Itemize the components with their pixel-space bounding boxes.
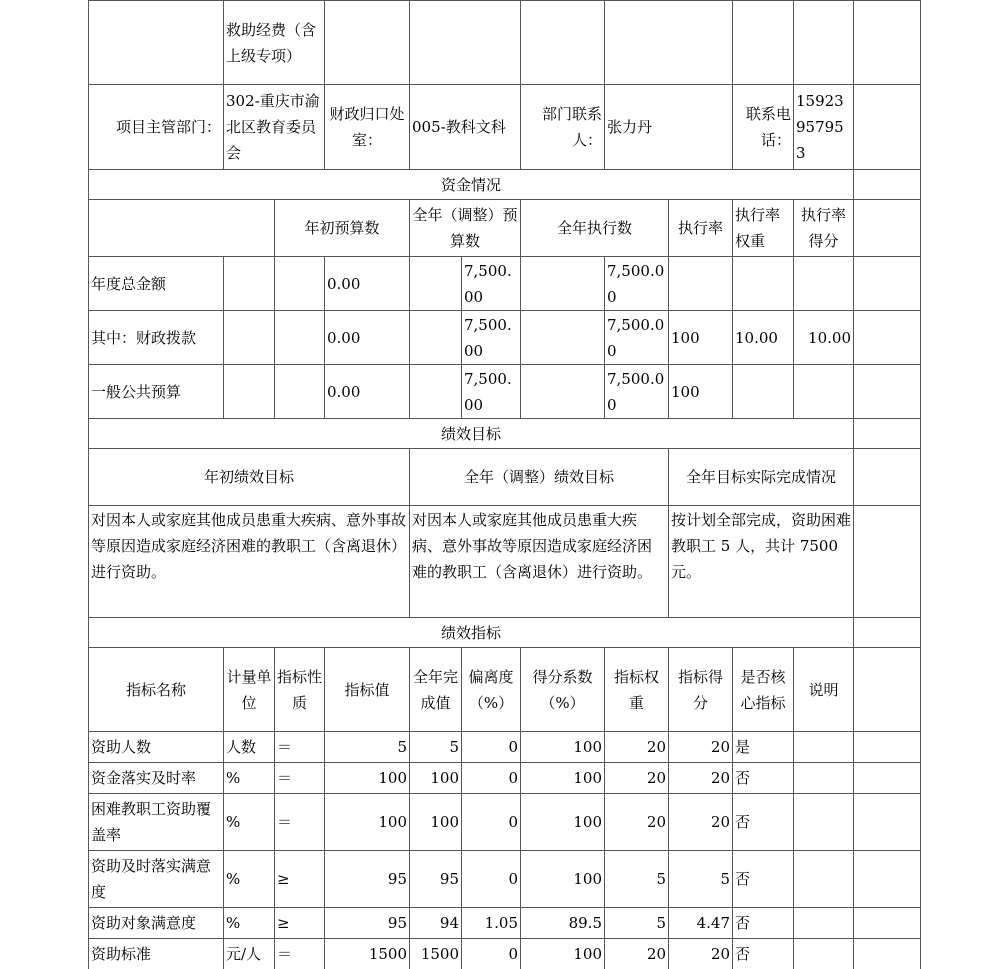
indicator-cell	[223, 793, 275, 851]
indicator-cell	[520, 907, 605, 939]
indicator-cell	[274, 793, 325, 851]
indicator-cell	[732, 793, 794, 851]
indicator-cell	[88, 907, 224, 939]
finance-label	[324, 84, 410, 170]
goals-initial-header	[88, 448, 410, 506]
indicator-cell	[409, 907, 462, 939]
indicator-cell	[223, 850, 275, 908]
table-cell	[853, 199, 921, 257]
indicator-cell-text: 否	[735, 870, 751, 888]
indicator-cell-text: ＝	[277, 738, 293, 756]
indicator-cell	[668, 731, 733, 763]
funding-row-label-text: 其中：财政拨款	[91, 328, 197, 347]
table-cell	[520, 256, 605, 311]
indicator-cell-text: ＝	[277, 813, 293, 831]
indicator-cell-text: 资助对象满意度	[91, 914, 197, 932]
goals-initial-header-text: 年初绩效目标	[203, 468, 294, 486]
indicator-cell-text: 0	[508, 870, 518, 888]
indicator-cell-text: 95	[387, 914, 407, 932]
indicator-cell	[461, 907, 521, 939]
header-initial-budget	[274, 199, 410, 257]
indicator-cell-text: 20	[646, 738, 666, 756]
indicator-cell-text: 否	[735, 945, 751, 963]
indicator-cell-text: 5	[720, 870, 730, 888]
indicator-header	[223, 647, 275, 732]
funding-row-label-text: 年度总金额	[91, 274, 167, 293]
funding-weight	[732, 310, 794, 365]
funding-adjusted-text: 7,500.00	[464, 261, 512, 306]
indicator-cell	[604, 793, 669, 851]
table-cell	[88, 199, 275, 257]
funding-rate	[668, 310, 733, 365]
indicator-cell	[732, 907, 794, 939]
indicator-cell-text: 20	[710, 738, 730, 756]
indicator-cell-text: 5	[449, 738, 459, 756]
indicator-cell	[223, 938, 275, 969]
table-cell	[853, 731, 921, 763]
finance-value	[409, 84, 521, 170]
indicator-cell	[732, 938, 794, 969]
indicator-header	[324, 647, 410, 732]
table-cell	[853, 505, 921, 618]
indicator-cell	[324, 731, 410, 763]
funding-initial	[324, 364, 410, 419]
indicator-cell	[409, 762, 462, 794]
table-cell	[274, 364, 325, 419]
indicator-cell	[793, 907, 854, 939]
funding-initial-text: 0.00	[327, 274, 361, 293]
funding-score	[793, 310, 854, 365]
indicator-cell-text: 100	[378, 813, 407, 831]
indicator-cell-text: 100	[573, 813, 602, 831]
funding-row-label	[88, 256, 224, 311]
funding-row-label-text: 一般公共预算	[91, 382, 182, 401]
indicator-cell	[732, 850, 794, 908]
indicator-cell	[520, 762, 605, 794]
table-cell	[853, 256, 921, 311]
section-title-indicators	[88, 617, 854, 648]
table-cell	[853, 418, 921, 449]
funding-adjusted	[461, 310, 521, 365]
fund-name	[223, 0, 325, 85]
indicator-cell	[274, 907, 325, 939]
indicator-cell-text: 100	[430, 813, 459, 831]
indicator-cell	[604, 938, 669, 969]
indicator-cell	[88, 938, 224, 969]
empty-cell	[88, 0, 224, 85]
header-rate-score	[793, 199, 854, 257]
table-cell	[853, 364, 921, 419]
indicator-cell	[793, 793, 854, 851]
indicator-cell-text: 0	[508, 769, 518, 787]
indicator-cell	[324, 762, 410, 794]
indicator-cell-text: 100	[573, 870, 602, 888]
indicator-cell-text: ＝	[277, 769, 293, 787]
funding-adjusted	[461, 364, 521, 419]
indicator-cell-text: 100	[573, 769, 602, 787]
header-executed	[520, 199, 669, 257]
indicator-cell-text: %	[226, 870, 241, 888]
section-title-indicators-text: 绩效指标	[440, 623, 501, 642]
funding-weight	[732, 256, 794, 311]
indicator-header-text: 计量单位	[226, 667, 272, 712]
table-cell	[324, 0, 410, 85]
indicator-header-text: 是否核心指标	[740, 667, 786, 712]
indicator-cell-text: 95	[439, 870, 459, 888]
funding-initial	[324, 256, 410, 311]
indicator-cell	[223, 731, 275, 763]
table-cell	[520, 364, 605, 419]
indicator-cell	[88, 793, 224, 851]
indicator-cell	[793, 731, 854, 763]
indicator-cell	[604, 907, 669, 939]
indicator-header	[793, 647, 854, 732]
table-cell	[732, 0, 794, 85]
funding-score-text: 10.00	[808, 328, 851, 347]
indicator-cell-text: 89.5	[568, 914, 602, 932]
indicator-header-text: 指标性质	[277, 667, 323, 712]
table-cell	[409, 0, 521, 85]
goals-actual-text	[668, 505, 854, 618]
indicator-cell-text: 资助标准	[91, 945, 152, 963]
funding-row-label	[88, 364, 224, 419]
header-rate	[668, 199, 733, 257]
goals-adjusted-text-text: 对因本人或家庭其他成员患重大疾病、意外事故等原因造成家庭经济困难的教职工（含离退休）进行资助。	[412, 511, 653, 581]
funding-executed-text: 7,500.00	[607, 315, 665, 360]
goals-adjusted-text	[409, 505, 669, 618]
indicator-cell-text: 100	[573, 738, 602, 756]
indicator-header	[274, 647, 325, 732]
table-cell	[520, 310, 605, 365]
dept-value	[223, 84, 325, 170]
funding-executed	[604, 256, 669, 311]
indicator-cell-text: 100	[573, 945, 602, 963]
indicator-cell	[732, 762, 794, 794]
indicator-header	[461, 647, 521, 732]
indicator-cell-text: 94	[439, 914, 459, 932]
goals-actual-header	[668, 448, 854, 506]
funding-rate-text: 100	[671, 382, 700, 401]
indicator-cell-text: 5	[656, 914, 666, 932]
table-cell	[853, 793, 921, 851]
section-title-goals	[88, 418, 854, 449]
indicator-cell	[324, 850, 410, 908]
indicator-cell	[324, 907, 410, 939]
indicator-cell-text: 20	[710, 945, 730, 963]
indicator-cell-text: 资金落实及时率	[91, 769, 197, 787]
indicator-cell-text: 1500	[420, 945, 459, 963]
indicator-cell	[461, 731, 521, 763]
indicator-cell	[274, 762, 325, 794]
table-cell	[853, 850, 921, 908]
indicator-cell-text: 95	[387, 870, 407, 888]
indicator-cell-text: 1.05	[484, 914, 518, 932]
section-title-goals-text: 绩效目标	[440, 424, 501, 443]
indicator-cell	[668, 793, 733, 851]
indicator-cell-text: 否	[735, 914, 751, 932]
indicator-cell	[88, 850, 224, 908]
funding-initial-text: 0.00	[327, 382, 361, 401]
indicator-header-text: 指标权重	[613, 667, 659, 712]
indicator-header	[732, 647, 794, 732]
indicator-header-text: 偏离度（%）	[468, 667, 514, 712]
indicator-cell	[461, 850, 521, 908]
funding-weight	[732, 364, 794, 419]
table-cell	[409, 256, 462, 311]
contact-value-text: 张力丹	[607, 118, 653, 136]
indicator-cell-text: %	[226, 813, 241, 831]
indicator-cell-text: 是	[735, 738, 751, 756]
indicator-cell	[793, 850, 854, 908]
indicator-cell-text: ＝	[277, 945, 293, 963]
indicator-cell	[223, 762, 275, 794]
indicator-cell-text: 元/人	[226, 945, 262, 963]
finance-label-text: 财政归口处室：	[329, 105, 405, 149]
goals-actual-text-text: 按计划全部完成，资助困难教职工 5 人，共计 7500 元。	[671, 511, 852, 581]
indicator-cell	[409, 731, 462, 763]
contact-label-text: 部门联系人：	[541, 105, 602, 149]
indicator-cell	[461, 938, 521, 969]
indicator-cell-text: 100	[378, 769, 407, 787]
table-cell	[409, 310, 462, 365]
funding-rate-text: 100	[671, 328, 700, 347]
table-cell	[853, 448, 921, 506]
dept-label	[88, 84, 224, 170]
table-cell	[853, 938, 921, 969]
table-cell	[604, 0, 733, 85]
table-cell	[853, 310, 921, 365]
phone-label	[732, 84, 794, 170]
indicator-header-text: 得分系数（%）	[532, 667, 593, 712]
table-cell	[223, 310, 275, 365]
phone-label-text: 联系电话：	[745, 105, 791, 149]
indicator-cell-text: 0	[508, 813, 518, 831]
indicator-header-text: 指标名称	[125, 680, 186, 699]
funding-score	[793, 364, 854, 419]
indicator-cell	[793, 938, 854, 969]
indicator-header-text: 说明	[808, 680, 839, 699]
indicator-cell	[223, 907, 275, 939]
indicator-cell	[461, 762, 521, 794]
table-cell	[853, 84, 921, 170]
phone-value	[793, 84, 854, 170]
goals-initial-text-text: 对因本人或家庭其他成员患重大疾病、意外事故等原因造成家庭经济困难的教职工（含离退休）进行资助。	[91, 511, 407, 581]
dept-label-text: 项目主管部门：	[115, 118, 221, 136]
indicator-cell-text: 20	[646, 813, 666, 831]
indicator-cell	[324, 793, 410, 851]
table-cell	[853, 0, 921, 85]
indicator-header	[604, 647, 669, 732]
indicator-header-text: 指标得分	[677, 667, 723, 712]
indicator-cell	[668, 907, 733, 939]
indicator-header-text: 指标值	[344, 680, 390, 699]
goals-actual-header-text: 全年目标实际完成情况	[685, 468, 836, 486]
indicator-cell	[88, 731, 224, 763]
indicator-cell	[668, 762, 733, 794]
indicator-cell	[604, 762, 669, 794]
indicator-cell	[409, 793, 462, 851]
indicator-cell-text: 资助人数	[91, 738, 152, 756]
indicator-cell-text: %	[226, 914, 241, 932]
header-initial-budget-text: 年初预算数	[304, 219, 380, 237]
phone-value-text: 15923957953	[796, 92, 844, 162]
goals-adjusted-header-text: 全年（调整）绩效目标	[463, 468, 614, 486]
table-cell	[520, 0, 605, 85]
fund-name-text: 救助经费（含上级专项）	[226, 20, 317, 65]
indicator-cell	[409, 938, 462, 969]
indicator-header-text: 全年完成值	[412, 667, 458, 712]
indicator-cell-text: 5	[397, 738, 407, 756]
funding-executed	[604, 364, 669, 419]
indicator-cell	[520, 938, 605, 969]
header-executed-text: 全年执行数	[556, 219, 632, 237]
header-adjusted-budget-text: 全年（调整）预算数	[412, 206, 518, 250]
indicator-cell-text: 20	[710, 813, 730, 831]
indicator-cell-text: 资助及时落实满意度	[91, 857, 212, 901]
indicator-cell	[520, 731, 605, 763]
funding-initial-text: 0.00	[327, 328, 361, 347]
indicator-cell-text: 0	[508, 945, 518, 963]
indicator-cell-text: 20	[710, 769, 730, 787]
funding-adjusted-text: 7,500.00	[464, 315, 512, 360]
header-rate-score-text: 执行率得分	[800, 206, 846, 250]
goals-initial-text	[88, 505, 410, 618]
header-rate-weight-text: 执行率权重	[735, 206, 781, 250]
table-cell	[853, 647, 921, 732]
header-rate-text: 执行率	[677, 219, 723, 237]
indicator-cell-text: ≥	[277, 870, 290, 888]
indicator-cell-text: 100	[430, 769, 459, 787]
indicator-cell	[793, 762, 854, 794]
indicator-cell-text: 20	[646, 945, 666, 963]
indicator-cell	[604, 731, 669, 763]
funding-rate	[668, 256, 733, 311]
indicator-cell	[604, 850, 669, 908]
indicator-header	[520, 647, 605, 732]
indicator-header	[668, 647, 733, 732]
indicator-cell	[668, 850, 733, 908]
indicator-cell	[88, 762, 224, 794]
indicator-cell-text: 5	[656, 870, 666, 888]
indicator-cell-text: 否	[735, 769, 751, 787]
funding-executed	[604, 310, 669, 365]
indicator-cell-text: 1500	[368, 945, 407, 963]
indicator-cell	[274, 850, 325, 908]
finance-value-text: 005-教科文科	[412, 118, 506, 136]
indicator-cell	[668, 938, 733, 969]
indicator-cell-text: 20	[646, 769, 666, 787]
contact-label	[520, 84, 605, 170]
table-cell	[853, 907, 921, 939]
indicator-cell-text: 否	[735, 813, 751, 831]
funding-executed-text: 7,500.00	[607, 261, 665, 306]
funding-adjusted	[461, 256, 521, 311]
funding-row-label	[88, 310, 224, 365]
table-cell	[274, 256, 325, 311]
indicator-cell	[409, 850, 462, 908]
funding-score	[793, 256, 854, 311]
indicator-cell	[461, 793, 521, 851]
indicator-cell	[732, 731, 794, 763]
table-cell	[223, 256, 275, 311]
table-cell	[853, 169, 921, 200]
table-cell	[223, 364, 275, 419]
goals-adjusted-header	[409, 448, 669, 506]
header-adjusted-budget	[409, 199, 521, 257]
indicator-cell	[520, 850, 605, 908]
indicator-cell-text: ≥	[277, 914, 290, 932]
table-cell	[853, 762, 921, 794]
funding-executed-text: 7,500.00	[607, 369, 665, 414]
indicator-cell-text: %	[226, 769, 241, 787]
indicator-cell-text: 困难教职工资助覆盖率	[91, 800, 212, 844]
indicator-cell	[274, 938, 325, 969]
indicator-cell	[520, 793, 605, 851]
section-title-funding-text: 资金情况	[440, 175, 501, 194]
table-cell	[409, 364, 462, 419]
section-title-funding	[88, 169, 854, 200]
funding-rate	[668, 364, 733, 419]
dept-value-text: 302-重庆市渝北区教育委员会	[226, 92, 320, 162]
indicator-cell-text: 4.47	[696, 914, 730, 932]
indicator-cell	[324, 938, 410, 969]
funding-initial	[324, 310, 410, 365]
funding-adjusted-text: 7,500.00	[464, 369, 512, 414]
contact-value	[604, 84, 733, 170]
indicator-header	[409, 647, 462, 732]
indicator-cell	[274, 731, 325, 763]
indicator-cell-text: 0	[508, 738, 518, 756]
indicator-cell-text: 人数	[226, 738, 257, 756]
table-cell	[793, 0, 854, 85]
table-cell	[853, 617, 921, 648]
header-rate-weight	[732, 199, 794, 257]
table-cell	[274, 310, 325, 365]
indicator-header	[88, 647, 224, 732]
funding-weight-text: 10.00	[735, 328, 778, 347]
